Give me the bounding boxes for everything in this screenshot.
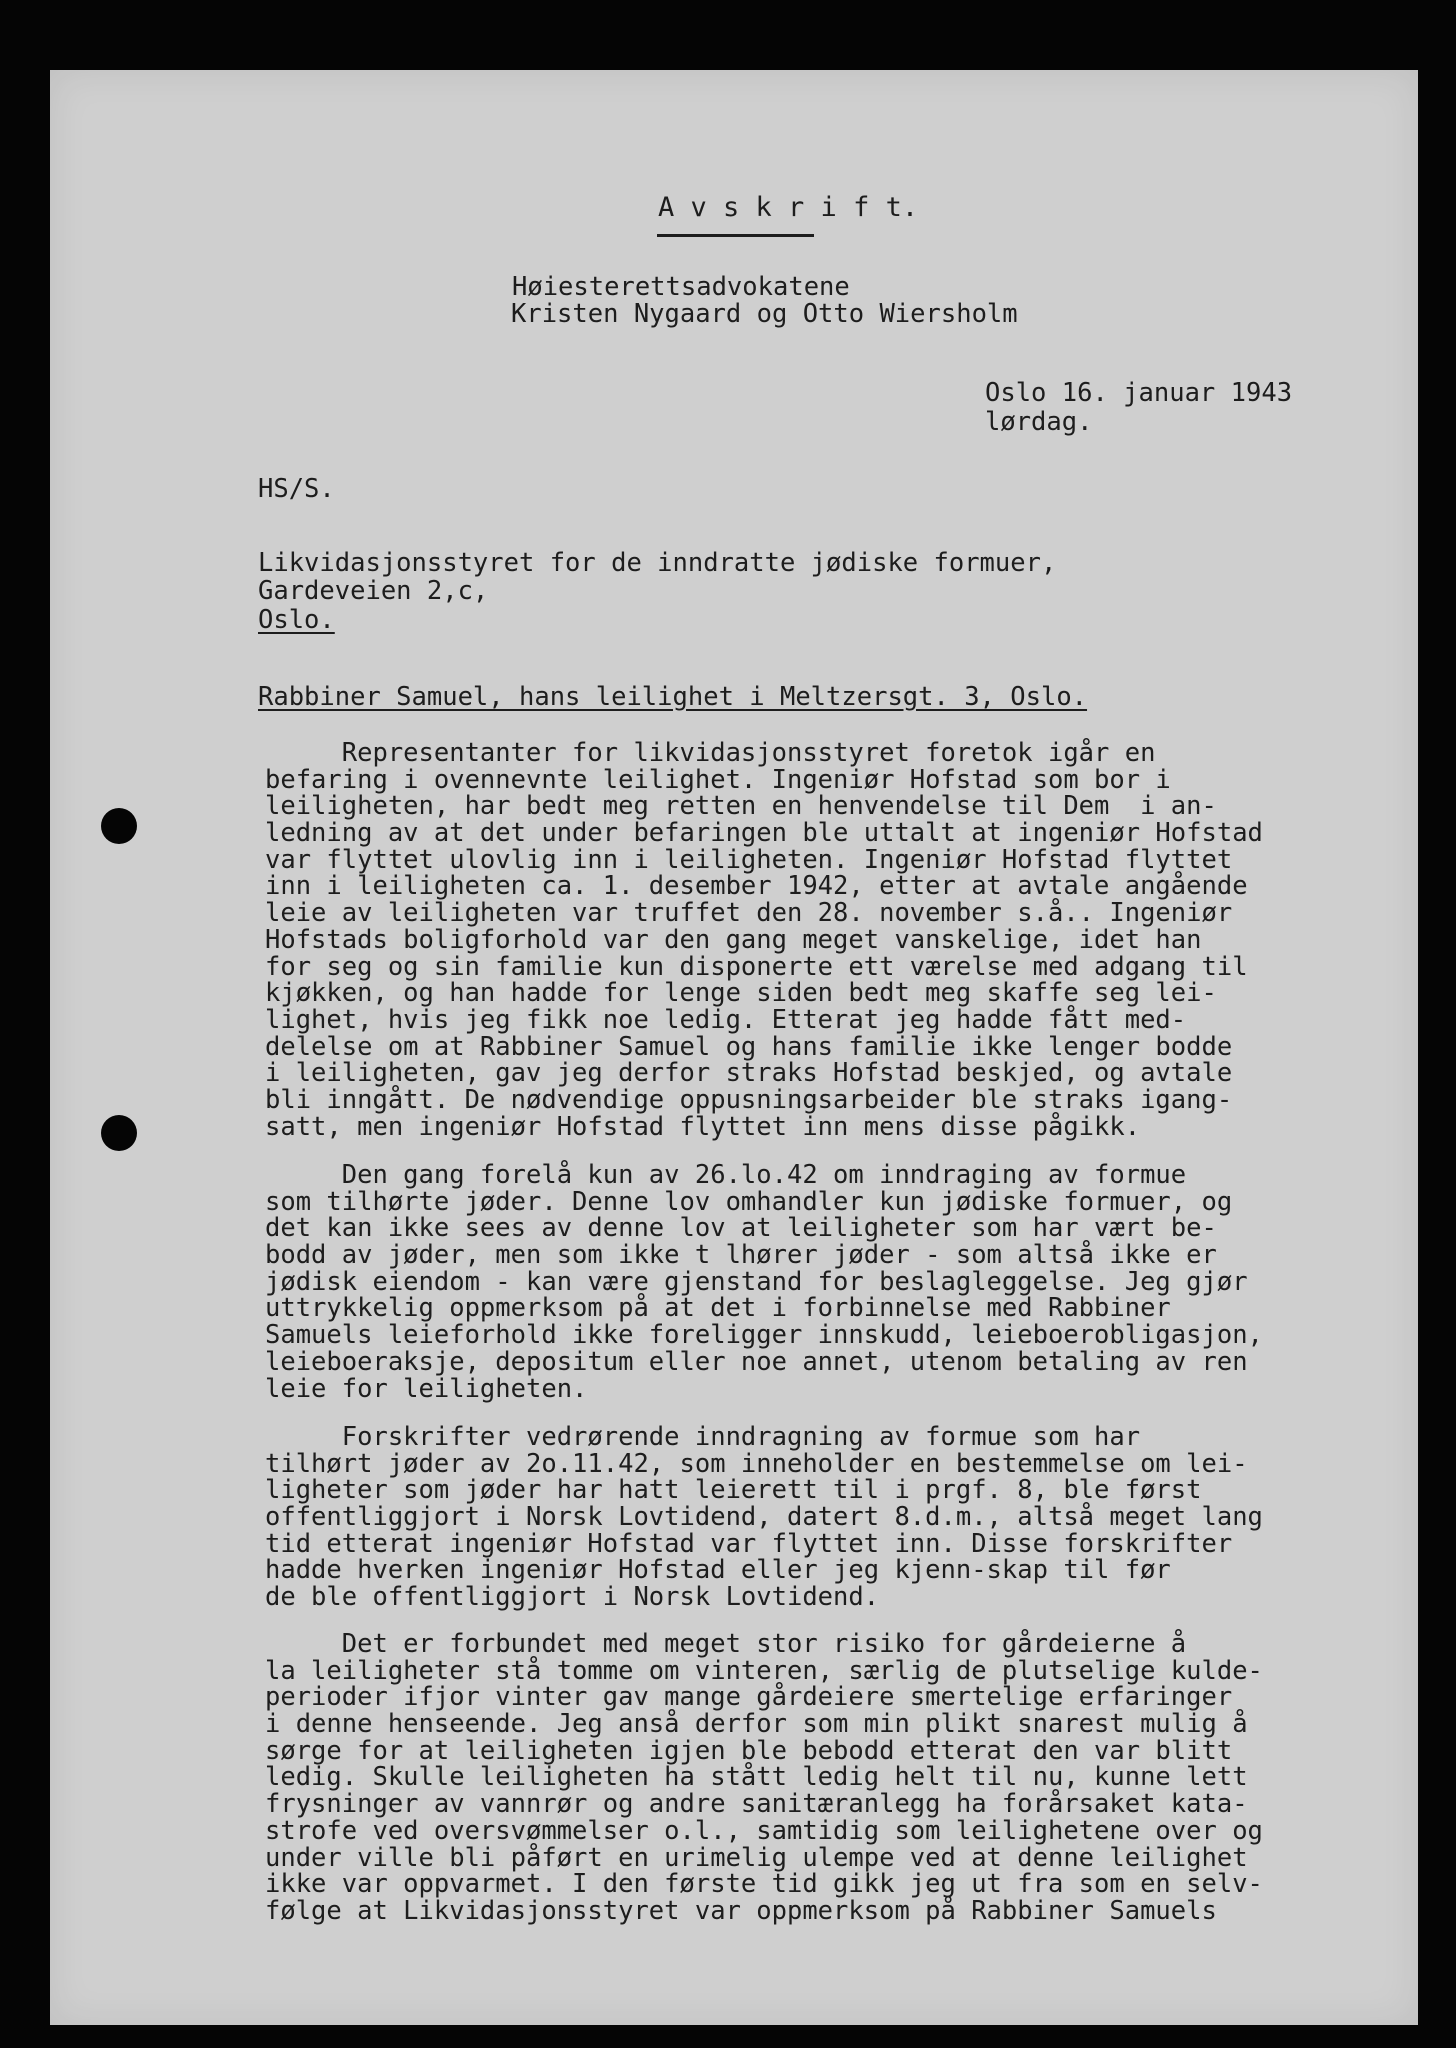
- addressee-line: Gardeveien 2,c,: [258, 576, 489, 606]
- paragraph-line: ikke var oppvarmet. I den første tid gikk jeg ut fra som en selv-: [265, 1869, 1263, 1900]
- paragraph-line: leie av leiligheten var truffet den 28. november s.å.. Ingeniør: [265, 898, 1233, 929]
- addressee-line: Oslo.: [258, 605, 335, 635]
- paragraph-line: de ble offentliggjort i Norsk Lovtidend.: [265, 1582, 880, 1613]
- reference-code: HS/S.: [258, 474, 335, 504]
- paragraph: [265, 1631, 1263, 1925]
- paragraph-line: befaring i ovennevnte leilighet. Ingeniør Hofstad som bor i: [265, 764, 1171, 795]
- paragraph-line: leieboeraksje, depositum eller noe annet, utenom betaling av ren: [265, 1346, 1248, 1377]
- paragraph-line: hadde hverken ingeniør Hofstad eller jeg kjenn-skap til før: [265, 1555, 1171, 1586]
- paragraph-line: offentliggjort i Norsk Lovtidend, datert 8.d.m., altså meget lang: [265, 1502, 1263, 1533]
- paragraph-line: Hofstads boligforhold var den gang meget vanskelige, idet han: [265, 924, 1202, 955]
- paragraph-line: jødisk eiendom - kan være gjenstand for beslagleggelse. Jeg gjør: [265, 1266, 1248, 1297]
- paragraph-line: følge at Likvidasjonsstyret var oppmerksom på Rabbiner Samuels: [265, 1895, 1217, 1926]
- paragraph-line: Samuels leieforhold ikke foreligger innskudd, leieboerobligasjon,: [265, 1320, 1263, 1351]
- document-title: A v s k r i f t.: [658, 192, 919, 223]
- paragraph-line: bodd av jøder, men som ikke t lhører jøder - som altså ikke er: [265, 1240, 1217, 1271]
- letterhead-line: Høiesterettsadvokatene: [512, 272, 850, 302]
- paragraph-line: leiligheten, har bedt meg retten en henvendelse til Dem i an-: [265, 791, 1217, 822]
- punch-hole: [101, 1115, 137, 1151]
- paragraph-line: leie for leiligheten.: [265, 1373, 588, 1404]
- paragraph-line: sørge for at leiligheten igjen ble bebodd etterat den var blitt: [265, 1735, 1233, 1766]
- paragraph: [265, 1424, 1263, 1611]
- paragraph-line: kjøkken, og han hadde for lenge siden bedt meg skaffe seg lei-: [265, 978, 1217, 1009]
- paragraph-line: Forskrifter vedrørende inndragning av formue som har: [265, 1422, 1141, 1452]
- paragraph-line: bli inngått. De nødvendige oppusningsarbeider ble straks igang-: [265, 1084, 1233, 1115]
- paragraph: [265, 740, 1263, 1140]
- paragraph-line: Representanter for likvidasjonsstyret foretok igår en: [265, 738, 1156, 768]
- paragraph-line: var flyttet ulovlig inn i leiligheten. Ingeniør Hofstad flyttet: [265, 844, 1233, 875]
- paragraph-line: tid etterat ingeniør Hofstad var flyttet inn. Disse forskrifter: [265, 1528, 1233, 1559]
- paragraph-line: lighet, hvis jeg fikk noe ledig. Etterat jeg hadde fått med-: [265, 1004, 1187, 1035]
- subject-line: Rabbiner Samuel, hans leilighet i Meltzersgt. 3, Oslo.: [258, 682, 1088, 712]
- paragraph-line: som tilhørte jøder. Denne lov omhandler kun jødiske formuer, og: [265, 1186, 1233, 1217]
- paragraph-line: det kan ikke sees av denne lov at leiligheter som har vært be-: [265, 1213, 1217, 1244]
- paragraph-line: perioder ifjor vinter gav mange gårdeiere smertelige erfaringer: [265, 1682, 1233, 1713]
- paragraph-line: ledning av at det under befaringen ble uttalt at ingeniør Hofstad: [265, 818, 1263, 849]
- paragraph-line: for seg og sin familie kun disponerte ett værelse med adgang til: [265, 951, 1248, 982]
- paragraph-line: i leiligheten, gav jeg derfor straks Hofstad beskjed, og avtale: [265, 1058, 1233, 1089]
- punch-hole: [101, 808, 137, 844]
- place-date: Oslo 16. januar 1943: [985, 378, 1293, 408]
- paragraph-line: frysninger av vannrør og andre sanitæranlegg ha forårsaket kata-: [265, 1789, 1248, 1820]
- paragraph-line: delelse om at Rabbiner Samuel og hans familie ikke lenger bodde: [265, 1031, 1233, 1062]
- letterhead-line: Kristen Nygaard og Otto Wiersholm: [511, 299, 1018, 329]
- paragraph-line: la leiligheter stå tomme om vinteren, særlig de plutselige kulde-: [265, 1655, 1263, 1686]
- paragraph-line: Det er forbundet med meget stor risiko for gårdeierne å: [265, 1629, 1187, 1659]
- paragraph-line: tilhørt jøder av 2o.11.42, som inneholder en bestemmelse om lei-: [265, 1448, 1248, 1479]
- paragraph-line: satt, men ingeniør Hofstad flyttet inn mens disse pågikk.: [265, 1111, 1141, 1142]
- paragraph-line: i denne henseende. Jeg anså derfor som min plikt snarest mulig å: [265, 1709, 1248, 1740]
- paragraph-line: Den gang forelå kun av 26.lo.42 om inndraging av formue: [265, 1160, 1187, 1190]
- paragraph-line: uttrykkelig oppmerksom på at det i forbinnelse med Rabbiner: [265, 1293, 1171, 1324]
- paragraph-line: strofe ved oversvømmelser o.l., samtidig som leilighetene over og: [265, 1815, 1263, 1846]
- paragraph-line: ledig. Skulle leiligheten ha stått ledig helt til nu, kunne lett: [265, 1762, 1248, 1793]
- paragraph-line: under ville bli påført en urimelig ulempe ved at denne leilighet: [265, 1842, 1248, 1873]
- addressee-line: Likvidasjonsstyret for de inndratte jødiske formuer,: [258, 548, 1057, 578]
- paragraph-line: inn i leiligheten ca. 1. desember 1942, etter at avtale angående: [265, 871, 1248, 902]
- title-underline: [657, 234, 814, 237]
- weekday: lørdag.: [985, 407, 1093, 437]
- paragraph-line: ligheter som jøder har hatt leierett til i prgf. 8, ble først: [265, 1475, 1202, 1506]
- paragraph: [265, 1162, 1263, 1402]
